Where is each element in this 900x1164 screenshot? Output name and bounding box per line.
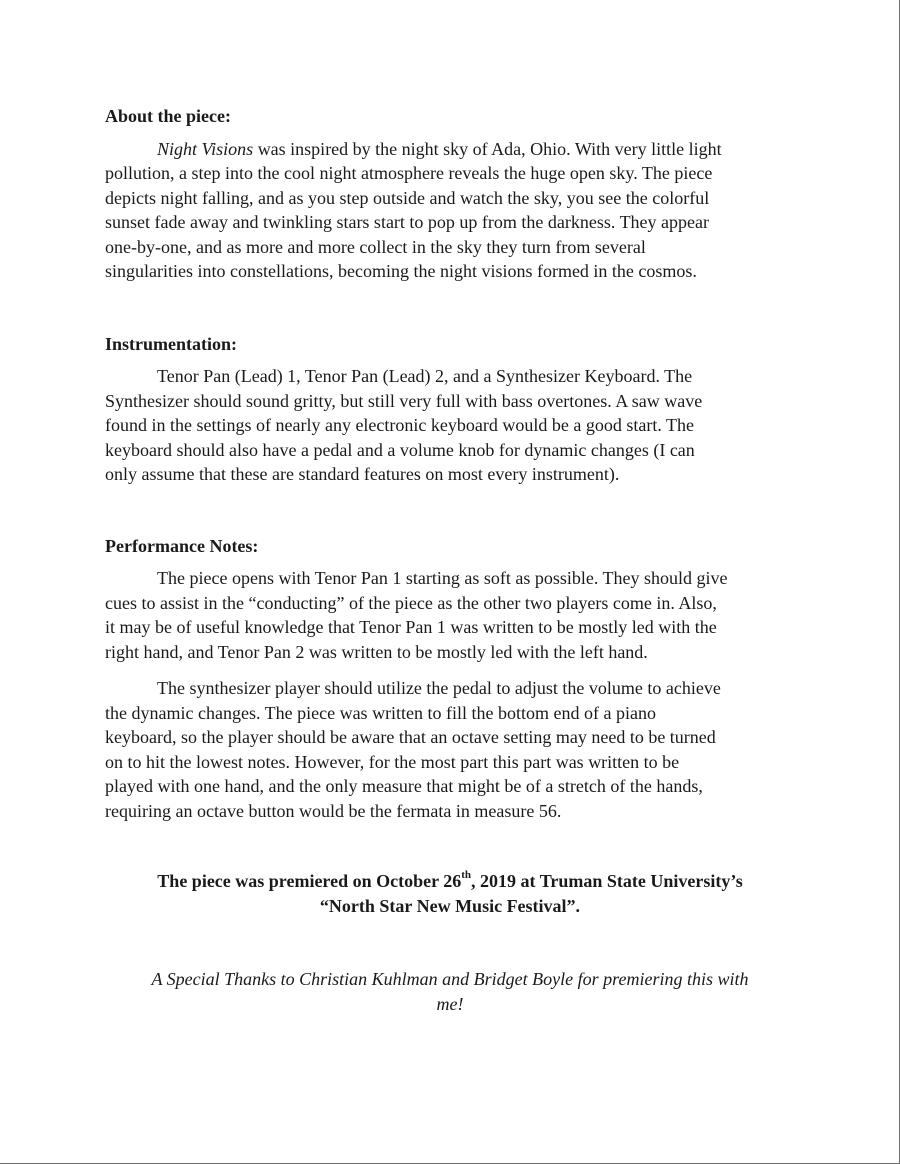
about-heading: About the piece: [105,106,231,126]
performance-paragraph-1 [105,566,795,664]
instrumentation-heading: Instrumentation: [105,333,238,354]
about-paragraph [105,137,795,284]
performance-line: on to hit the lowest notes. However, for the most part this part was written to be [105,751,680,772]
instrumentation-line: only assume that these are standard features on most every instrument). [105,464,620,484]
performance-line: cues to assist in the “conducting” of the piece as the other two players come in. Also, [105,592,717,613]
premiere-text: , 2019 at Truman State University’s [471,871,743,891]
performance-line: requiring an octave button would be the fermata in measure 56. [105,800,562,821]
about-line: depicts night falling, and as you step outside and watch the sky, you see the colorful [105,187,710,208]
instrumentation-line: found in the settings of nearly any electronic keyboard would be a good start. The [105,415,694,435]
about-line: one-by-one, and as more and more collect in the sky they turn from several [105,236,646,257]
instrumentation-section [105,332,795,487]
about-line-1-text: was inspired by the night sky of Ada, Ohio. With very little light [253,138,722,159]
instrumentation-line: Tenor Pan (Lead) 1, Tenor Pan (Lead) 2, and a Synthesizer Keyboard. The [157,366,693,386]
ordinal-suffix: th [461,869,472,881]
instrumentation-paragraph [105,364,795,487]
performance-line: The synthesizer player should utilize the pedal to adjust the volume to achieve [157,678,721,698]
about-line: singularities into constellations, becoming the night visions formed in the cosmos. [105,261,697,281]
premiere-line-2: “North Star New Music Festival”. [319,896,581,916]
thanks-line-2: me! [436,994,464,1014]
instrumentation-line: Synthesizer should sound gritty, but still very full with bass overtones. A saw wave [105,390,703,411]
page-content [105,104,795,1017]
performance-section [105,534,795,824]
premiere-text: The piece was premiered on October 26 [157,871,462,891]
performance-line: The piece opens with Tenor Pan 1 starting as soft as possible. They should give [157,568,728,588]
special-thanks [105,967,795,1017]
piece-title: Night Visions [157,138,254,159]
about-section [105,104,795,284]
performance-line: played with one hand, and the only measure that might be of a stretch of the hands, [105,776,703,796]
performance-line: it may be of useful knowledge that Tenor Pan 1 was written to be mostly led with the [105,617,717,637]
premiere-line-1 [105,869,795,894]
about-line: pollution, a step into the cool night atmosphere reveals the huge open sky. The piece [105,163,713,183]
performance-line: right hand, and Tenor Pan 2 was written to be mostly led with the left hand. [105,641,648,662]
premiere-note [105,869,795,919]
thanks-line-1: A Special Thanks to Christian Kuhlman and Bridget Boyle for premiering this with [151,969,749,989]
performance-paragraph-2 [105,676,795,823]
about-line: sunset fade away and twinkling stars start to pop up from the darkness. They appear [105,212,710,232]
performance-line: the dynamic changes. The piece was written to fill the bottom end of a piano [105,702,657,723]
about-line-1 [105,137,795,162]
performance-line: keyboard, so the player should be aware that an octave setting may need to be turned [105,727,716,747]
instrumentation-line: keyboard should also have a pedal and a volume knob for dynamic changes (I can [105,439,695,460]
performance-heading: Performance Notes: [105,535,259,556]
